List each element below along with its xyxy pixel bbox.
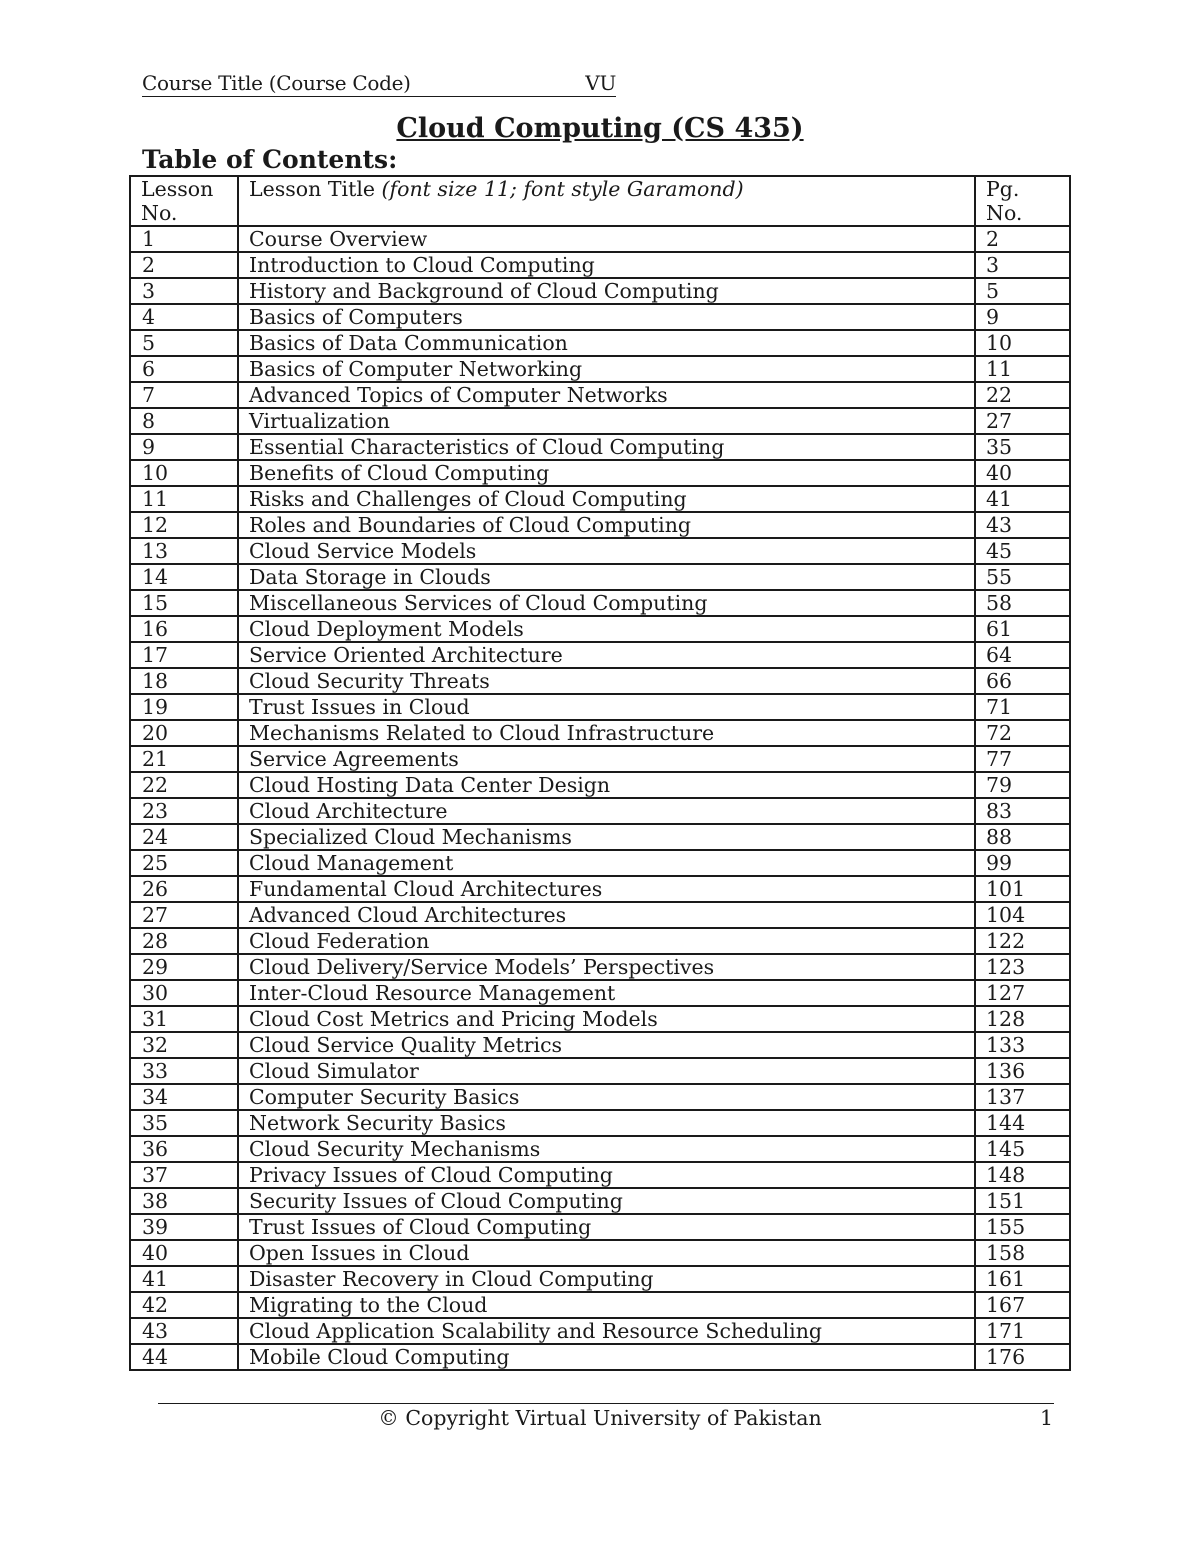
lesson-number-cell: 24 <box>130 824 238 850</box>
lesson-number-cell: 27 <box>130 902 238 928</box>
table-row <box>130 564 1070 590</box>
table-row <box>130 876 1070 902</box>
table-row <box>130 1188 1070 1214</box>
lesson-title-cell: Cloud Deployment Models <box>238 616 975 642</box>
lesson-number-cell: 30 <box>130 980 238 1006</box>
lesson-title-cell: Benefits of Cloud Computing <box>238 460 975 486</box>
lesson-number-cell: 21 <box>130 746 238 772</box>
table-row <box>130 590 1070 616</box>
lesson-number-cell: 43 <box>130 1318 238 1344</box>
table-row <box>130 460 1070 486</box>
lesson-title-cell: Network Security Basics <box>238 1110 975 1136</box>
lesson-title-cell: Cloud Delivery/Service Models’ Perspectives <box>238 954 975 980</box>
table-row <box>130 538 1070 564</box>
lesson-number-cell: 16 <box>130 616 238 642</box>
page-number-cell: 127 <box>975 980 1070 1006</box>
lesson-title-cell: Cloud Hosting Data Center Design <box>238 772 975 798</box>
lesson-number-cell: 8 <box>130 408 238 434</box>
page-number-cell: 2 <box>975 226 1070 252</box>
lesson-title-cell: Course Overview <box>238 226 975 252</box>
page-number-cell: 79 <box>975 772 1070 798</box>
lesson-number-cell: 29 <box>130 954 238 980</box>
page-number-cell: 10 <box>975 330 1070 356</box>
page-number-cell: 9 <box>975 304 1070 330</box>
lesson-number-cell: 2 <box>130 252 238 278</box>
page-number-cell: 40 <box>975 460 1070 486</box>
lesson-title-cell: Cloud Federation <box>238 928 975 954</box>
table-row <box>130 1032 1070 1058</box>
page-number-cell: 151 <box>975 1188 1070 1214</box>
table-row <box>130 1214 1070 1240</box>
lesson-number-cell: 33 <box>130 1058 238 1084</box>
table-row <box>130 1084 1070 1110</box>
table-row <box>130 954 1070 980</box>
lesson-title-cell: Security Issues of Cloud Computing <box>238 1188 975 1214</box>
table-row <box>130 1240 1070 1266</box>
lesson-title-cell: Disaster Recovery in Cloud Computing <box>238 1266 975 1292</box>
table-row <box>130 1110 1070 1136</box>
lesson-title-cell: Basics of Computers <box>238 304 975 330</box>
lesson-number-cell: 42 <box>130 1292 238 1318</box>
page-number-cell: 41 <box>975 486 1070 512</box>
page-number-cell: 64 <box>975 642 1070 668</box>
page-number-cell: 155 <box>975 1214 1070 1240</box>
table-row <box>130 382 1070 408</box>
table-row <box>130 1006 1070 1032</box>
lesson-title-cell: Risks and Challenges of Cloud Computing <box>238 486 975 512</box>
page-number-cell: 58 <box>975 590 1070 616</box>
table-row <box>130 928 1070 954</box>
table-row <box>130 1344 1070 1370</box>
lesson-title-cell: Cloud Cost Metrics and Pricing Models <box>238 1006 975 1032</box>
table-row <box>130 1058 1070 1084</box>
lesson-number-cell: 36 <box>130 1136 238 1162</box>
lesson-number-cell: 15 <box>130 590 238 616</box>
header-page-no: Pg. No. <box>975 176 1070 226</box>
table-row <box>130 668 1070 694</box>
lesson-title-cell: Cloud Service Models <box>238 538 975 564</box>
running-header <box>142 70 616 97</box>
lesson-title-cell: Privacy Issues of Cloud Computing <box>238 1162 975 1188</box>
toc-header-row <box>130 176 1070 226</box>
table-row <box>130 1292 1070 1318</box>
lesson-number-cell: 17 <box>130 642 238 668</box>
lesson-number-cell: 20 <box>130 720 238 746</box>
lesson-number-cell: 32 <box>130 1032 238 1058</box>
lesson-title-cell: Trust Issues in Cloud <box>238 694 975 720</box>
page-number-cell: 136 <box>975 1058 1070 1084</box>
page-number-cell: 161 <box>975 1266 1070 1292</box>
lesson-title-cell: Migrating to the Cloud <box>238 1292 975 1318</box>
page-number-cell: 133 <box>975 1032 1070 1058</box>
lesson-number-cell: 31 <box>130 1006 238 1032</box>
page-number-cell: 104 <box>975 902 1070 928</box>
page-number-cell: 43 <box>975 512 1070 538</box>
lesson-title-cell: Cloud Application Scalability and Resource Scheduling <box>238 1318 975 1344</box>
lesson-title-cell: Cloud Architecture <box>238 798 975 824</box>
table-row <box>130 746 1070 772</box>
table-row <box>130 1136 1070 1162</box>
page-number-cell: 101 <box>975 876 1070 902</box>
header-lesson-title-note: (font size 11; font style Garamond) <box>381 177 744 201</box>
table-row <box>130 486 1070 512</box>
lesson-title-cell: Basics of Data Communication <box>238 330 975 356</box>
toc-table <box>129 175 1071 1371</box>
lesson-title-cell: Advanced Topics of Computer Networks <box>238 382 975 408</box>
page-number-cell: 148 <box>975 1162 1070 1188</box>
lesson-number-cell: 37 <box>130 1162 238 1188</box>
table-row <box>130 902 1070 928</box>
lesson-number-cell: 18 <box>130 668 238 694</box>
page-number-cell: 3 <box>975 252 1070 278</box>
footer-copyright: © Copyright Virtual University of Pakistan <box>378 1406 822 1430</box>
page-number: 1 <box>1040 1406 1054 1430</box>
page-number-cell: 158 <box>975 1240 1070 1266</box>
lesson-title-cell: Specialized Cloud Mechanisms <box>238 824 975 850</box>
table-row <box>130 850 1070 876</box>
lesson-number-cell: 10 <box>130 460 238 486</box>
page-number-cell: 122 <box>975 928 1070 954</box>
table-row <box>130 408 1070 434</box>
lesson-number-cell: 25 <box>130 850 238 876</box>
lesson-number-cell: 1 <box>130 226 238 252</box>
page-number-cell: 66 <box>975 668 1070 694</box>
lesson-title-cell: Data Storage in Clouds <box>238 564 975 590</box>
lesson-title-cell: Roles and Boundaries of Cloud Computing <box>238 512 975 538</box>
page-number-cell: 27 <box>975 408 1070 434</box>
course-title-label: Course Title (Course Code) <box>142 71 411 95</box>
lesson-number-cell: 23 <box>130 798 238 824</box>
header-lesson-title <box>238 176 975 226</box>
table-row <box>130 798 1070 824</box>
lesson-title-cell: Advanced Cloud Architectures <box>238 902 975 928</box>
table-row <box>130 720 1070 746</box>
lesson-number-cell: 28 <box>130 928 238 954</box>
page-number-cell: 61 <box>975 616 1070 642</box>
lesson-title-cell: Cloud Management <box>238 850 975 876</box>
page-number-cell: 71 <box>975 694 1070 720</box>
lesson-title-cell: Cloud Service Quality Metrics <box>238 1032 975 1058</box>
table-row <box>130 330 1070 356</box>
lesson-number-cell: 44 <box>130 1344 238 1370</box>
table-row <box>130 434 1070 460</box>
lesson-title-cell: Fundamental Cloud Architectures <box>238 876 975 902</box>
page-number-cell: 22 <box>975 382 1070 408</box>
lesson-number-cell: 9 <box>130 434 238 460</box>
page-number-cell: 72 <box>975 720 1070 746</box>
table-row <box>130 980 1070 1006</box>
lesson-number-cell: 5 <box>130 330 238 356</box>
lesson-title-cell: Cloud Security Threats <box>238 668 975 694</box>
lesson-number-cell: 13 <box>130 538 238 564</box>
lesson-title-cell: Essential Characteristics of Cloud Computing <box>238 434 975 460</box>
lesson-title-cell: Virtualization <box>238 408 975 434</box>
page-number-cell: 167 <box>975 1292 1070 1318</box>
lesson-title-cell: Cloud Simulator <box>238 1058 975 1084</box>
table-row <box>130 772 1070 798</box>
toc-heading: Table of Contents: <box>142 145 398 174</box>
table-row <box>130 512 1070 538</box>
lesson-number-cell: 41 <box>130 1266 238 1292</box>
page-number-cell: 35 <box>975 434 1070 460</box>
lesson-title-cell: Miscellaneous Services of Cloud Computing <box>238 590 975 616</box>
lesson-number-cell: 26 <box>130 876 238 902</box>
page-number-cell: 123 <box>975 954 1070 980</box>
lesson-number-cell: 4 <box>130 304 238 330</box>
lesson-title-cell: Computer Security Basics <box>238 1084 975 1110</box>
table-row <box>130 642 1070 668</box>
table-row <box>130 1266 1070 1292</box>
institution-label: VU <box>585 71 616 95</box>
lesson-number-cell: 35 <box>130 1110 238 1136</box>
table-row <box>130 304 1070 330</box>
document-title: Cloud Computing (CS 435) <box>396 113 804 144</box>
page-number-cell: 171 <box>975 1318 1070 1344</box>
page-number-cell: 145 <box>975 1136 1070 1162</box>
lesson-number-cell: 11 <box>130 486 238 512</box>
page-number-cell: 137 <box>975 1084 1070 1110</box>
page-number-cell: 88 <box>975 824 1070 850</box>
lesson-number-cell: 39 <box>130 1214 238 1240</box>
lesson-number-cell: 40 <box>130 1240 238 1266</box>
page-number-cell: 77 <box>975 746 1070 772</box>
page-number-cell: 128 <box>975 1006 1070 1032</box>
page-number-cell: 144 <box>975 1110 1070 1136</box>
lesson-title-cell: Basics of Computer Networking <box>238 356 975 382</box>
lesson-title-cell: Introduction to Cloud Computing <box>238 252 975 278</box>
lesson-number-cell: 22 <box>130 772 238 798</box>
lesson-number-cell: 14 <box>130 564 238 590</box>
table-row <box>130 1318 1070 1344</box>
lesson-title-cell: Mobile Cloud Computing <box>238 1344 975 1370</box>
lesson-title-cell: Trust Issues of Cloud Computing <box>238 1214 975 1240</box>
table-row <box>130 616 1070 642</box>
lesson-title-cell: Mechanisms Related to Cloud Infrastructure <box>238 720 975 746</box>
page-number-cell: 99 <box>975 850 1070 876</box>
lesson-number-cell: 7 <box>130 382 238 408</box>
lesson-title-cell: History and Background of Cloud Computing <box>238 278 975 304</box>
lesson-title-cell: Service Agreements <box>238 746 975 772</box>
lesson-number-cell: 34 <box>130 1084 238 1110</box>
lesson-number-cell: 19 <box>130 694 238 720</box>
table-row <box>130 356 1070 382</box>
page-number-cell: 176 <box>975 1344 1070 1370</box>
header-lesson-title-text: Lesson Title <box>249 177 376 201</box>
table-row <box>130 1162 1070 1188</box>
lesson-number-cell: 6 <box>130 356 238 382</box>
lesson-number-cell: 12 <box>130 512 238 538</box>
table-row <box>130 252 1070 278</box>
page-number-cell: 11 <box>975 356 1070 382</box>
header-lesson-no: Lesson No. <box>130 176 238 226</box>
page-number-cell: 45 <box>975 538 1070 564</box>
table-row <box>130 824 1070 850</box>
page-number-cell: 55 <box>975 564 1070 590</box>
lesson-title-cell: Cloud Security Mechanisms <box>238 1136 975 1162</box>
lesson-title-cell: Open Issues in Cloud <box>238 1240 975 1266</box>
page-number-cell: 83 <box>975 798 1070 824</box>
table-row <box>130 694 1070 720</box>
page-number-cell: 5 <box>975 278 1070 304</box>
lesson-title-cell: Service Oriented Architecture <box>238 642 975 668</box>
lesson-title-cell: Inter-Cloud Resource Management <box>238 980 975 1006</box>
table-row <box>130 278 1070 304</box>
lesson-number-cell: 38 <box>130 1188 238 1214</box>
lesson-number-cell: 3 <box>130 278 238 304</box>
table-row <box>130 226 1070 252</box>
